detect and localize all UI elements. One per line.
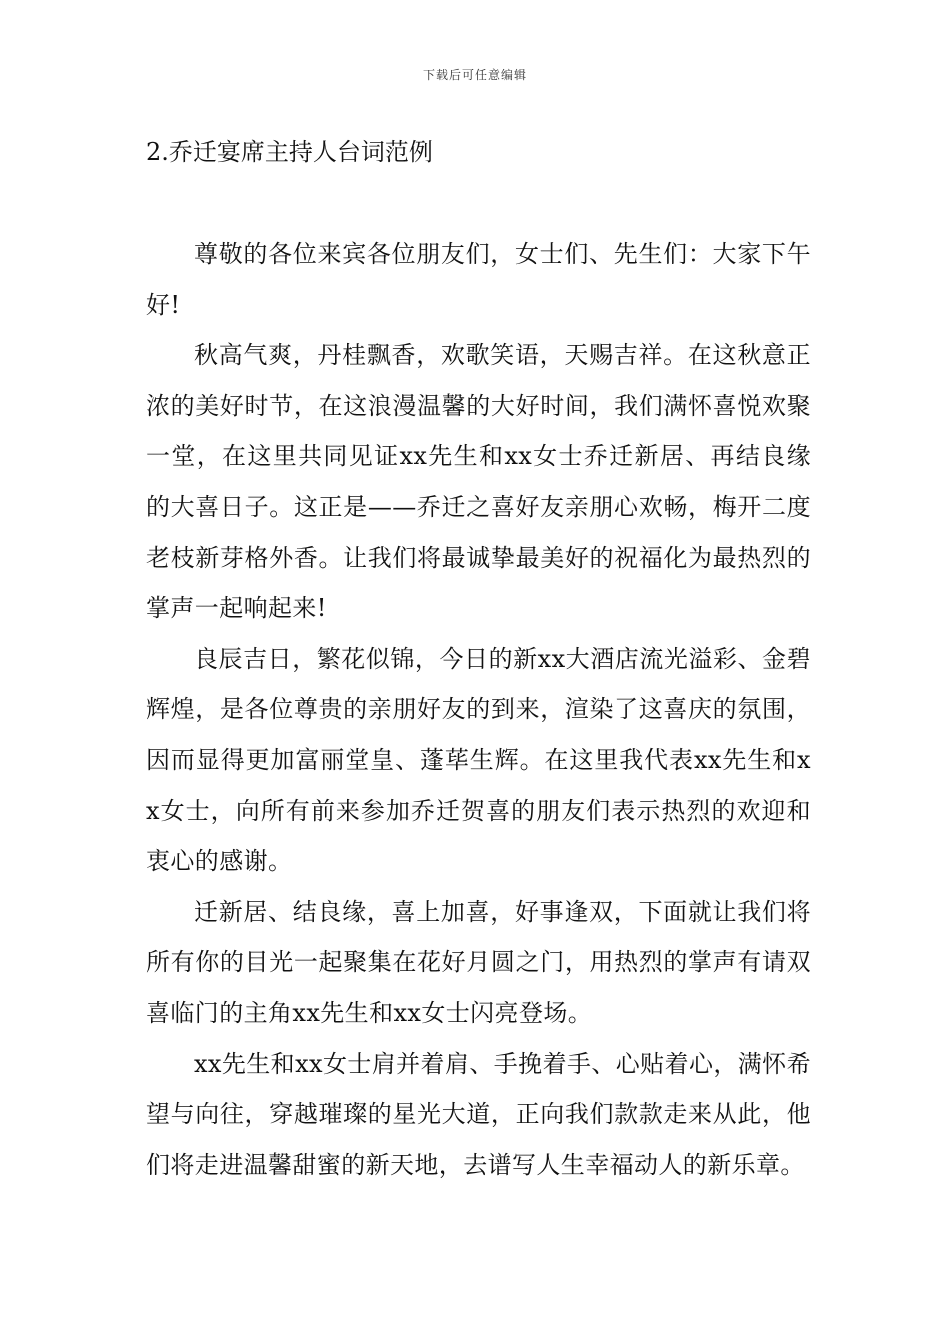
paragraph-welcome: 良辰吉日，繁花似锦，今日的新xx大酒店流光溢彩、金碧辉煌，是各位尊贵的亲朋好友的到来，渲染了这喜庆的氛围，因而显得更加富丽堂皇、蓬荜生辉。在这里我代表xx先生和xx女士，向所有前来参加乔迁贺喜的朋友们表示热烈的欢迎和衷心的感谢。 (146, 644, 811, 876)
document-title: 2.乔迁宴席主持人台词范例 (146, 138, 433, 166)
document-body (146, 229, 811, 1190)
paragraph-entrance: xx先生和xx女士肩并着肩、手挽着手、心贴着心，满怀希望与向往，穿越璀璨的星光大道，正向我们款款走来从此，他们将走进温馨甜蜜的新天地，去谱写人生幸福动人的新乐章。 (146, 1049, 811, 1179)
paragraph-autumn: 秋高气爽，丹桂飘香，欢歌笑语，天赐吉祥。在这秋意正浓的美好时节，在这浪漫温馨的大好时间，我们满怀喜悦欢聚一堂，在这里共同见证xx先生和xx女士乔迁新居、再结良缘的大喜日子。这正是——乔迁之喜好友亲朋心欢畅，梅开二度老枝新芽格外香。让我们将最诚挚最美好的祝福化为最热烈的掌声一起响起来! (146, 341, 811, 623)
paragraph-invitation: 迁新居、结良缘，喜上加喜，好事逢双，下面就让我们将所有你的目光一起聚集在花好月圆之门，用热烈的掌声有请双喜临门的主角xx先生和xx女士闪亮登场。 (146, 897, 811, 1027)
paragraph-greeting: 尊敬的各位来宾各位朋友们，女士们、先生们：大家下午好! (146, 240, 811, 319)
header-note: 下载后可任意编辑 (422, 68, 527, 82)
